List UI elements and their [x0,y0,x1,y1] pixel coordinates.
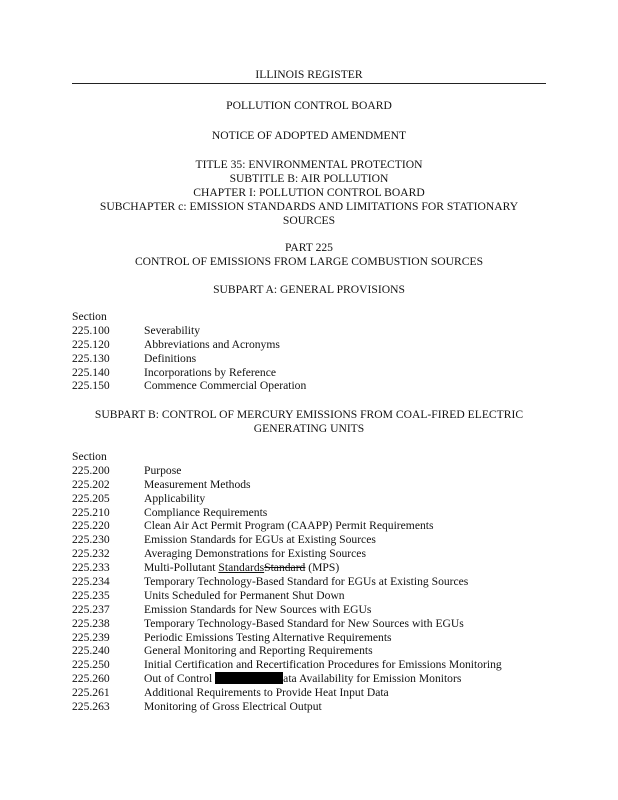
section-number: 225.238 [72,616,110,630]
subchapter-line-1: SUBCHAPTER c: EMISSION STANDARDS AND LIMITATIONS FOR STATIONARY [99,200,519,213]
toc-row [72,644,546,658]
toc-row [72,324,546,338]
section-title: Compliance Requirements [144,505,268,519]
section-title: Units Scheduled for Permanent Shut Down [144,588,345,602]
toc-row [72,338,546,352]
section-title: Commence Commercial Operation [144,379,307,393]
section-title: Purpose [144,463,182,477]
toc-row [72,379,546,393]
toc-row [72,533,546,547]
toc-row [72,617,546,631]
subpart-b-heading-line-1: SUBPART B: CONTROL OF MERCURY EMISSIONS FROM COAL-FIRED ELECTRIC [94,408,524,421]
section-number: 225.239 [72,630,110,644]
section-title: Additional Requirements to Provide Heat Input Data [144,686,389,700]
section-title: Abbreviations and Acronyms [144,337,280,351]
notice-title: NOTICE OF ADOPTED AMENDMENT [211,129,407,142]
section-number: 225.130 [72,351,110,365]
title-line: TITLE 35: ENVIRONMENTAL PROTECTION [195,158,423,171]
section-number: 225.232 [72,547,110,561]
toc-row [72,366,546,380]
subtitle-line: SUBTITLE B: AIR POLLUTION [229,172,389,185]
toc-row [72,700,546,714]
section-number: 225.233 [72,561,110,575]
section-title: Incorporations by Reference [144,365,276,379]
section-number: 225.200 [72,463,110,477]
chapter-line: CHAPTER I: POLLUTION CONTROL BOARD [193,186,425,199]
toc-row [72,589,546,603]
section-number: 225.263 [72,700,110,714]
section-title: Measurement Methods [144,477,251,491]
toc-row [72,631,546,645]
title-text: Multi-Pollutant [144,561,219,575]
subpart-a-toc [72,310,546,393]
toc-row [72,352,546,366]
section-title: Applicability [144,491,206,505]
section-number: 225.210 [72,505,110,519]
part-name: CONTROL OF EMISSIONS FROM LARGE COMBUSTION SOURCES [134,255,484,268]
section-number: 225.150 [72,379,110,393]
section-number: 225.220 [72,519,110,533]
deleted-text: Standard [264,561,306,575]
inserted-text: Standards [218,561,265,575]
subpart-a-heading: SUBPART A: GENERAL PROVISIONS [213,283,405,296]
section-title: Severability [144,323,201,337]
section-number: 225.120 [72,337,110,351]
section-number: 225.205 [72,491,110,505]
section-title: Initial Certification and Recertification Procedures for Emissions Monitoring [144,658,502,672]
section-title: Periodic Emissions Testing Alternative Requirements [144,630,392,644]
toc-row [72,672,546,686]
section-title: Emission Standards for New Sources with EGUs [144,602,372,616]
subpart-b-heading-line-2: GENERATING UNITS [253,422,365,435]
header-rule [72,83,546,84]
section-number: 225.250 [72,658,110,672]
title-text: ata Availability for Emission Monitors [283,672,462,686]
toc-row [72,492,546,506]
section-label: Section [72,310,107,323]
toc-row [72,603,546,617]
toc-row [72,464,546,478]
section-title: Monitoring of Gross Electrical Output [144,700,322,714]
section-number: 225.140 [72,365,110,379]
toc-row [72,506,546,520]
part-number: PART 225 [285,241,333,254]
section-title: Averaging Demonstrations for Existing Sources [144,547,366,561]
redaction-bar [215,672,283,684]
toc-row [72,561,546,575]
toc-row [72,686,546,700]
toc-row [72,478,546,492]
section-number: 225.230 [72,533,110,547]
subpart-b-toc [72,450,546,714]
toc-row [72,547,546,561]
section-number: 225.202 [72,477,110,491]
board-name: POLLUTION CONTROL BOARD [226,99,392,112]
section-title: Clean Air Act Permit Program (CAAPP) Permit Requirements [144,519,434,533]
section-title: Definitions [144,351,197,365]
section-title-redacted [144,672,461,686]
title-text: Out of Control [144,672,216,686]
section-number: 225.100 [72,323,110,337]
section-title: General Monitoring and Reporting Requirements [144,644,373,658]
title-text: (MPS) [305,561,340,575]
section-number: 225.235 [72,588,110,602]
section-number: 225.261 [72,686,110,700]
section-number: 225.234 [72,575,110,589]
section-number: 225.240 [72,644,110,658]
section-number: 225.237 [72,602,110,616]
section-title-amended [144,561,339,575]
section-title: Temporary Technology-Based Standard for EGUs at Existing Sources [144,575,469,589]
subchapter-line-2: SOURCES [282,214,336,227]
section-title: Emission Standards for EGUs at Existing Sources [144,533,376,547]
section-label: Section [72,450,107,463]
register-header: ILLINOIS REGISTER [255,68,363,81]
toc-row [72,658,546,672]
toc-row [72,519,546,533]
toc-row [72,575,546,589]
section-title: Temporary Technology-Based Standard for New Sources with EGUs [144,616,464,630]
section-number: 225.260 [72,672,110,686]
